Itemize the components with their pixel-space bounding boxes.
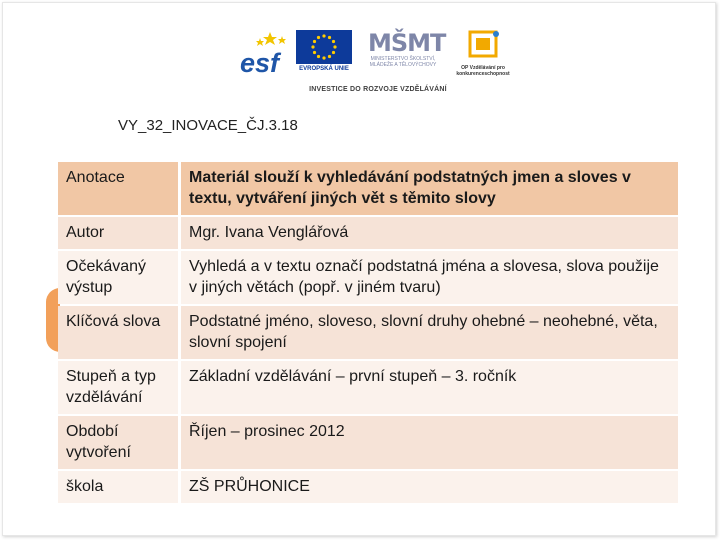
eu-flag-icon <box>296 30 352 64</box>
table-row <box>58 306 678 359</box>
opvk-text: OP Vzdělávání pro konkurenceschopnost <box>456 65 510 77</box>
row-value: Materiál slouží k vyhledávání podstatných jmen a sloves v textu, vytváření jiných vět s těmito slovy <box>181 162 678 215</box>
row-value: Podstatné jméno, sloveso, slovní druhy ohebné – neohebné, věta, slovní spojení <box>181 306 678 359</box>
document-code: VY_32_INOVACE_ČJ.3.18 <box>118 117 298 134</box>
table-row <box>58 217 678 249</box>
row-value: Vyhledá a v textu označí podstatná jména a slovesa, slova použije v jiných větách (popř. v jiném tvaru) <box>181 251 678 304</box>
row-value: Říjen – prosinec 2012 <box>181 416 678 469</box>
esf-text: esf <box>240 48 280 76</box>
table-row <box>58 162 678 215</box>
msmt-mark: MŠMT <box>368 29 446 57</box>
table-row <box>58 416 678 469</box>
msmt-logo <box>368 29 446 76</box>
msmt-text: MINISTERSTVO ŠKOLSTVÍ, MLÁDEŽE A TĚLOVÝCHOVY <box>369 56 437 68</box>
banner-tagline: INVESTICE DO ROZVOJE VZDĚLÁVÁNÍ <box>309 86 447 93</box>
table-row <box>58 251 678 304</box>
row-value: Základní vzdělávání – první stupeň – 3. ročník <box>181 361 678 414</box>
logo-banner <box>238 24 518 102</box>
row-label: Očekávaný výstup <box>58 251 181 304</box>
opvk-emblem-icon <box>452 30 514 58</box>
info-table <box>58 160 678 505</box>
row-label: Autor <box>58 217 181 249</box>
table-row <box>58 361 678 414</box>
row-label: Klíčová slova <box>58 306 181 359</box>
eu-logo <box>296 30 352 76</box>
row-label: Anotace <box>58 162 181 215</box>
table-row <box>58 471 678 503</box>
esf-logo <box>240 30 292 76</box>
eu-label: EVROPSKÁ UNIE <box>299 66 349 72</box>
row-label: škola <box>58 471 181 503</box>
row-value: ZŠ PRŮHONICE <box>181 471 678 503</box>
row-label: Stupeň a typ vzdělávání <box>58 361 181 414</box>
row-value: Mgr. Ivana Venglářová <box>181 217 678 249</box>
opvk-logo <box>452 30 514 76</box>
row-label: Období vytvoření <box>58 416 181 469</box>
